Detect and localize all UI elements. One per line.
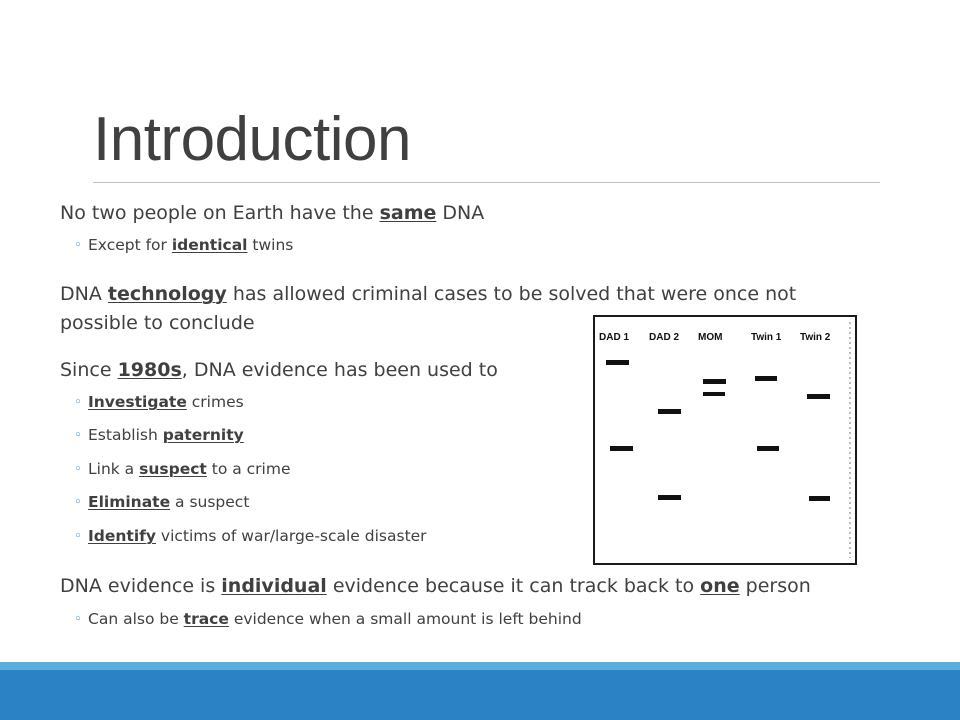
gel-band [610,446,633,451]
sub-bullet-marker: ◦ [74,495,82,510]
gel-frame [594,316,856,564]
sub-bullet-trace-evidence: Can also be trace evidence when a small amount is left behind [88,610,582,628]
lane-label-twin1: Twin 1 [751,332,782,343]
sub-bullet-marker: ◦ [74,462,82,477]
sub-bullet-investigate: Investigate crimes [88,393,244,411]
bullet-since-1980s: Since 1980s, DNA evidence has been used to [60,359,498,381]
bullet-individual-evidence: DNA evidence is individual evidence because it can track back to one person [60,575,811,597]
sub-bullet-marker: ◦ [74,428,82,443]
lane-label-dad1: DAD 1 [599,332,630,343]
gel-band [703,392,725,396]
gel-band [809,496,830,501]
title-divider [93,182,880,183]
sub-bullet-marker: ◦ [74,612,82,627]
gel-band [606,360,629,365]
sub-bullet-suspect: Link a suspect to a crime [88,460,291,478]
sub-bullet-marker: ◦ [74,529,82,544]
gel-band [755,376,777,381]
sub-bullet-identify: Identify victims of war/large-scale disaster [88,527,427,545]
slide-title: Introduction [93,105,411,174]
footer-bar [0,670,960,720]
lane-label-dad2: DAD 2 [649,332,680,343]
gel-band [757,446,779,451]
bullet-same-dna: No two people on Earth have the same DNA [60,202,485,224]
gel-band [703,379,726,384]
gel-band [658,495,681,500]
dna-gel-figure [592,314,860,566]
lane-label-twin2: Twin 2 [800,332,831,343]
sub-bullet-eliminate: Eliminate a suspect [88,493,250,511]
footer-accent-band [0,662,960,670]
sub-bullet-identical-twins: Except for identical twins [88,236,294,254]
gel-band [807,394,830,399]
gel-band [658,409,681,414]
lane-label-mom: MOM [698,332,723,343]
sub-bullet-marker: ◦ [74,238,82,253]
bullet-dna-technology-cont: possible to conclude [60,312,255,334]
sub-bullet-paternity: Establish paternity [88,426,244,444]
bullet-dna-technology: DNA technology has allowed criminal cases to be solved that were once not [60,283,797,305]
sub-bullet-marker: ◦ [74,395,82,410]
